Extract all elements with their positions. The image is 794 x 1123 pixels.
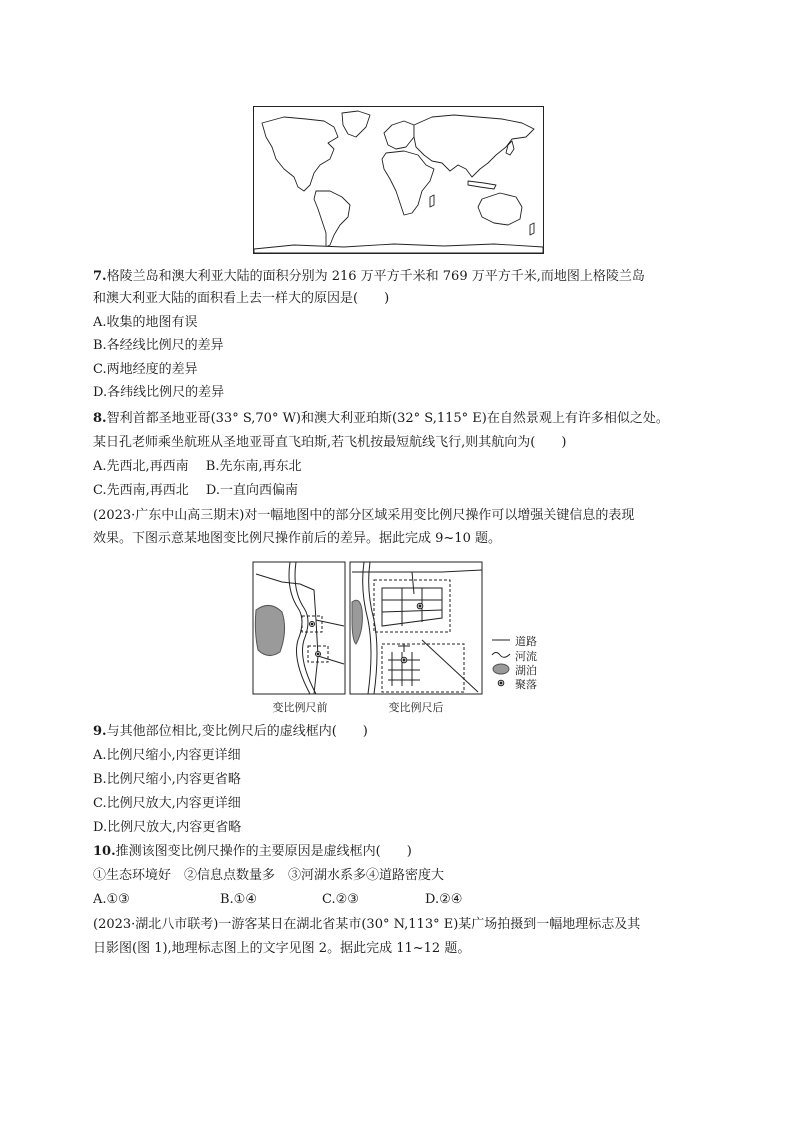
map-before-lake xyxy=(255,605,284,655)
indonesia-shape xyxy=(468,181,496,189)
map-before xyxy=(253,562,345,694)
q7-option-a[interactable]: A.收集的地图有误 xyxy=(93,315,198,330)
map-after-lake xyxy=(352,600,362,644)
greenland-shape xyxy=(342,111,370,137)
q10-option-c[interactable]: C.②③ xyxy=(322,892,359,907)
q9-number: 9. xyxy=(93,724,107,739)
europe-shape xyxy=(384,121,414,149)
new-zealand-shape xyxy=(530,223,534,235)
q8-options-row2[interactable]: C.先西南,再西北 D.一直向西偏南 xyxy=(93,483,298,498)
q10-number: 10. xyxy=(93,844,116,859)
world-map-drawing xyxy=(254,107,543,253)
south-america-shape xyxy=(314,191,350,247)
q7-line1 xyxy=(93,268,645,286)
q9-option-a[interactable]: A.比例尺缩小,内容更详细 xyxy=(93,748,241,763)
antarctica-shape xyxy=(254,244,543,253)
north-america-shape xyxy=(262,117,338,191)
q9-line1 xyxy=(93,723,368,741)
legend-settlement-label: 聚落 xyxy=(515,678,537,691)
q9-stem: 与其他部位相比,变比例尺后的虚线框内( ) xyxy=(106,724,368,739)
q7-option-d[interactable]: D.各纬线比例尺的差异 xyxy=(93,385,225,400)
q9-option-c[interactable]: C.比例尺放大,内容更详细 xyxy=(93,796,241,811)
q7-stem-1: 格陵兰岛和澳大利亚大陆的面积分别为 216 万平方千米和 769 万平方千米,而地图上格陵兰岛 xyxy=(106,269,645,284)
q10-choices: ①生态环境好 ②信息点数量多 ③河湖水系多④道路密度大 xyxy=(93,868,445,883)
africa-shape xyxy=(382,151,434,215)
q8-number: 8. xyxy=(93,411,107,426)
q10-option-b[interactable]: B.①④ xyxy=(220,892,257,907)
caption-before: 变比例尺前 xyxy=(272,701,328,714)
q8-options-row1[interactable]: A.先西北,再西南 B.先东南,再东北 xyxy=(93,459,302,474)
legend-river-symbol xyxy=(492,653,510,658)
q9-option-b[interactable]: B.比例尺缩小,内容更省略 xyxy=(93,772,241,787)
q10-option-a[interactable]: A.①③ xyxy=(93,892,130,907)
map-after-river xyxy=(363,562,371,694)
q8-line1 xyxy=(93,410,669,428)
q9-option-d[interactable]: D.比例尺放大,内容更省略 xyxy=(93,820,242,835)
variable-scale-figure xyxy=(252,560,552,716)
q8-stem-1: 智利首都圣地亚哥(33° S,70° W)和澳大利亚珀斯(32° S,115° E)在自然景观上有许多相似之处。 xyxy=(106,411,669,426)
q8-stem-2: 某日孔老师乘坐航班从圣地亚哥直飞珀斯,若飞机按最短航线飞行,则其航向为( ) xyxy=(93,435,567,450)
intro-9-10-line2: 效果。下图示意某地图变比例尺操作前后的差异。据此完成 9~10 题。 xyxy=(93,531,501,546)
intro-11-12-line1: (2023·湖北八市联考)一游客某日在湖北省某市(30° N,113° E)某广场拍摄到一幅地理标志及其 xyxy=(93,917,641,932)
q7-number: 7. xyxy=(93,269,107,284)
australia-shape xyxy=(478,193,522,225)
q7-stem-2: 和澳大利亚大陆的面积看上去一样大的原因是( ) xyxy=(93,291,390,306)
q7-option-c[interactable]: C.两地经度的差异 xyxy=(93,362,198,377)
q10-stem: 推测该图变比例尺操作的主要原因是虚线框内( ) xyxy=(115,844,412,859)
map-after-road xyxy=(352,570,482,572)
caption-after: 变比例尺后 xyxy=(388,701,444,714)
madagascar-shape xyxy=(430,195,434,207)
q10-option-d[interactable]: D.②④ xyxy=(425,892,463,907)
intro-9-10-line1: (2023·广东中山高三期末)对一幅地图中的部分区域采用变比例尺操作可以增强关键信息的表现 xyxy=(93,508,635,523)
legend-symbols xyxy=(492,640,510,686)
map-after xyxy=(350,562,482,694)
legend-road-label: 道路 xyxy=(515,635,537,648)
legend-lake-label: 湖泊 xyxy=(515,664,537,677)
variable-scale-drawing xyxy=(252,560,552,716)
world-map-figure xyxy=(253,106,544,254)
legend-river-label: 河流 xyxy=(515,650,537,663)
intro-11-12-line2: 日影图(图 1),地理标志图上的文字见图 2。据此完成 11~12 题。 xyxy=(93,941,471,956)
q7-option-b[interactable]: B.各经线比例尺的差异 xyxy=(93,338,224,353)
q10-line1 xyxy=(93,843,412,861)
legend-lake-symbol xyxy=(493,664,509,674)
